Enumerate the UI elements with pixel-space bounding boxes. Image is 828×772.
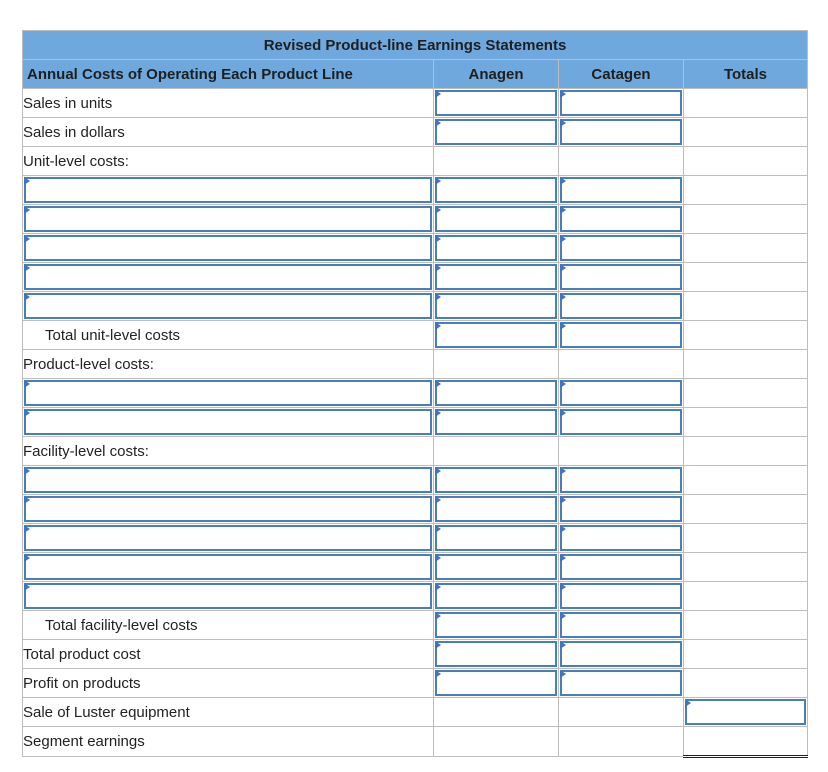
header-totals: Totals [684, 60, 808, 89]
dropdown-marker-icon [24, 293, 30, 301]
row-label-facility-level: Facility-level costs: [23, 437, 434, 466]
dropdown-marker-icon [685, 699, 691, 707]
dropdown-marker-icon [24, 467, 30, 475]
input-facility-cost-anagen[interactable] [435, 554, 557, 580]
header-label: Annual Costs of Operating Each Product Line [23, 60, 434, 89]
table-row [23, 698, 808, 727]
dropdown-marker-icon [435, 409, 441, 417]
table-row [23, 582, 808, 611]
dropdown-marker-icon [560, 206, 566, 214]
input-product-cost-anagen[interactable] [435, 409, 557, 435]
dropdown-marker-icon [560, 264, 566, 272]
dropdown-marker-icon [24, 583, 30, 591]
cell-anagen [434, 118, 559, 147]
input-sales-units-catagen[interactable] [560, 90, 682, 116]
dropdown-marker-icon [560, 177, 566, 185]
dropdown-marker-icon [435, 525, 441, 533]
dropdown-marker-icon [24, 380, 30, 388]
table-row [23, 234, 808, 263]
input-unit-cost-catagen[interactable] [560, 206, 682, 232]
dropdown-marker-icon [24, 206, 30, 214]
dropdown-marker-icon [435, 641, 441, 649]
cell-catagen [559, 118, 684, 147]
dropdown-marker-icon [560, 119, 566, 127]
table-row [23, 524, 808, 553]
input-facility-cost-catagen[interactable] [560, 583, 682, 609]
input-total-product-cost-anagen[interactable] [435, 641, 557, 667]
input-facility-cost-catagen[interactable] [560, 496, 682, 522]
input-unit-cost-catagen[interactable] [560, 264, 682, 290]
row-label-total-product-cost: Total product cost [23, 640, 434, 669]
input-facility-cost-anagen[interactable] [435, 496, 557, 522]
dropdown-marker-icon [435, 322, 441, 330]
table-row [23, 379, 808, 408]
input-product-cost-anagen[interactable] [435, 380, 557, 406]
table-row [23, 118, 808, 147]
table-row [23, 553, 808, 582]
input-profit-catagen[interactable] [560, 670, 682, 696]
dropdown-marker-icon [435, 380, 441, 388]
input-unit-cost-anagen[interactable] [435, 235, 557, 261]
input-profit-anagen[interactable] [435, 670, 557, 696]
table-row [23, 176, 808, 205]
dropdown-marker-icon [24, 409, 30, 417]
dropdown-marker-icon [24, 264, 30, 272]
input-unit-cost-catagen[interactable] [560, 177, 682, 203]
input-total-unit-catagen[interactable] [560, 322, 682, 348]
table-title: Revised Product-line Earnings Statements [23, 31, 808, 60]
input-product-cost-label[interactable] [24, 409, 432, 435]
input-facility-cost-anagen[interactable] [435, 467, 557, 493]
table-row [23, 669, 808, 698]
input-unit-cost-anagen[interactable] [435, 177, 557, 203]
input-facility-cost-catagen[interactable] [560, 525, 682, 551]
input-unit-cost-anagen[interactable] [435, 264, 557, 290]
input-facility-cost-label[interactable] [24, 496, 432, 522]
table-row [23, 727, 808, 757]
table-row [23, 205, 808, 234]
table-row [23, 437, 808, 466]
input-sales-dollars-anagen[interactable] [435, 119, 557, 145]
dropdown-marker-icon [435, 206, 441, 214]
input-facility-cost-anagen[interactable] [435, 583, 557, 609]
dropdown-marker-icon [24, 177, 30, 185]
table-row [23, 147, 808, 176]
row-label-total-facility: Total facility-level costs [23, 611, 434, 640]
input-facility-cost-anagen[interactable] [435, 525, 557, 551]
input-facility-cost-label[interactable] [24, 554, 432, 580]
dropdown-marker-icon [560, 90, 566, 98]
dropdown-marker-icon [560, 583, 566, 591]
table-row [23, 263, 808, 292]
header-catagen: Catagen [559, 60, 684, 89]
input-product-cost-catagen[interactable] [560, 380, 682, 406]
dropdown-marker-icon [435, 496, 441, 504]
input-total-facility-anagen[interactable] [435, 612, 557, 638]
dropdown-marker-icon [560, 235, 566, 243]
input-facility-cost-label[interactable] [24, 467, 432, 493]
header-anagen: Anagen [434, 60, 559, 89]
row-label-segment-earnings: Segment earnings [23, 727, 434, 757]
dropdown-marker-icon [435, 177, 441, 185]
input-total-facility-catagen[interactable] [560, 612, 682, 638]
dropdown-marker-icon [435, 612, 441, 620]
input-total-unit-anagen[interactable] [435, 322, 557, 348]
dropdown-marker-icon [560, 641, 566, 649]
cell-label-input [23, 176, 434, 205]
row-label-total-unit: Total unit-level costs [23, 321, 434, 350]
table-row [23, 466, 808, 495]
dropdown-marker-icon [435, 119, 441, 127]
dropdown-marker-icon [560, 554, 566, 562]
row-label-sales-units: Sales in units [23, 89, 434, 118]
dropdown-marker-icon [435, 670, 441, 678]
dropdown-marker-icon [560, 380, 566, 388]
table-row [23, 611, 808, 640]
input-unit-cost-anagen[interactable] [435, 293, 557, 319]
input-product-cost-label[interactable] [24, 380, 432, 406]
dropdown-marker-icon [24, 525, 30, 533]
input-total-product-cost-catagen[interactable] [560, 641, 682, 667]
table-row [23, 640, 808, 669]
dropdown-marker-icon [435, 583, 441, 591]
table-row [23, 292, 808, 321]
dropdown-marker-icon [435, 90, 441, 98]
dropdown-marker-icon [560, 612, 566, 620]
input-facility-cost-catagen[interactable] [560, 467, 682, 493]
input-product-cost-catagen[interactable] [560, 409, 682, 435]
table-row [23, 408, 808, 437]
dropdown-marker-icon [560, 525, 566, 533]
input-sales-dollars-catagen[interactable] [560, 119, 682, 145]
row-label-profit: Profit on products [23, 669, 434, 698]
input-unit-cost-label[interactable] [24, 235, 432, 261]
dropdown-marker-icon [24, 235, 30, 243]
dropdown-marker-icon [24, 554, 30, 562]
table-row [23, 89, 808, 118]
dropdown-marker-icon [435, 293, 441, 301]
dropdown-marker-icon [435, 467, 441, 475]
cell-anagen [434, 89, 559, 118]
cell-totals [684, 118, 808, 147]
cell-catagen [559, 89, 684, 118]
input-unit-cost-label[interactable] [24, 177, 432, 203]
dropdown-marker-icon [560, 409, 566, 417]
input-unit-cost-label[interactable] [24, 293, 432, 319]
cell-totals [684, 89, 808, 118]
segment-earnings-totals-cell[interactable] [684, 727, 808, 757]
dropdown-marker-icon [560, 670, 566, 678]
dropdown-marker-icon [560, 322, 566, 330]
input-unit-cost-anagen[interactable] [435, 206, 557, 232]
input-unit-cost-catagen[interactable] [560, 293, 682, 319]
row-label-product-level: Product-level costs: [23, 350, 434, 379]
row-label-sales-dollars: Sales in dollars [23, 118, 434, 147]
dropdown-marker-icon [560, 496, 566, 504]
dropdown-marker-icon [560, 467, 566, 475]
dropdown-marker-icon [560, 293, 566, 301]
dropdown-marker-icon [24, 496, 30, 504]
dropdown-marker-icon [435, 264, 441, 272]
dropdown-marker-icon [435, 554, 441, 562]
input-facility-cost-label[interactable] [24, 525, 432, 551]
table-row [23, 321, 808, 350]
table-row [23, 495, 808, 524]
table-row [23, 350, 808, 379]
earnings-statement-table [22, 30, 808, 758]
dropdown-marker-icon [435, 235, 441, 243]
row-label-sale-luster: Sale of Luster equipment [23, 698, 434, 727]
row-label-unit-level: Unit-level costs: [23, 147, 434, 176]
input-unit-cost-catagen[interactable] [560, 235, 682, 261]
input-sales-units-anagen[interactable] [435, 90, 557, 116]
input-unit-cost-label[interactable] [24, 206, 432, 232]
input-sale-luster-totals[interactable] [685, 699, 806, 725]
input-facility-cost-catagen[interactable] [560, 554, 682, 580]
input-unit-cost-label[interactable] [24, 264, 432, 290]
input-facility-cost-label[interactable] [24, 583, 432, 609]
